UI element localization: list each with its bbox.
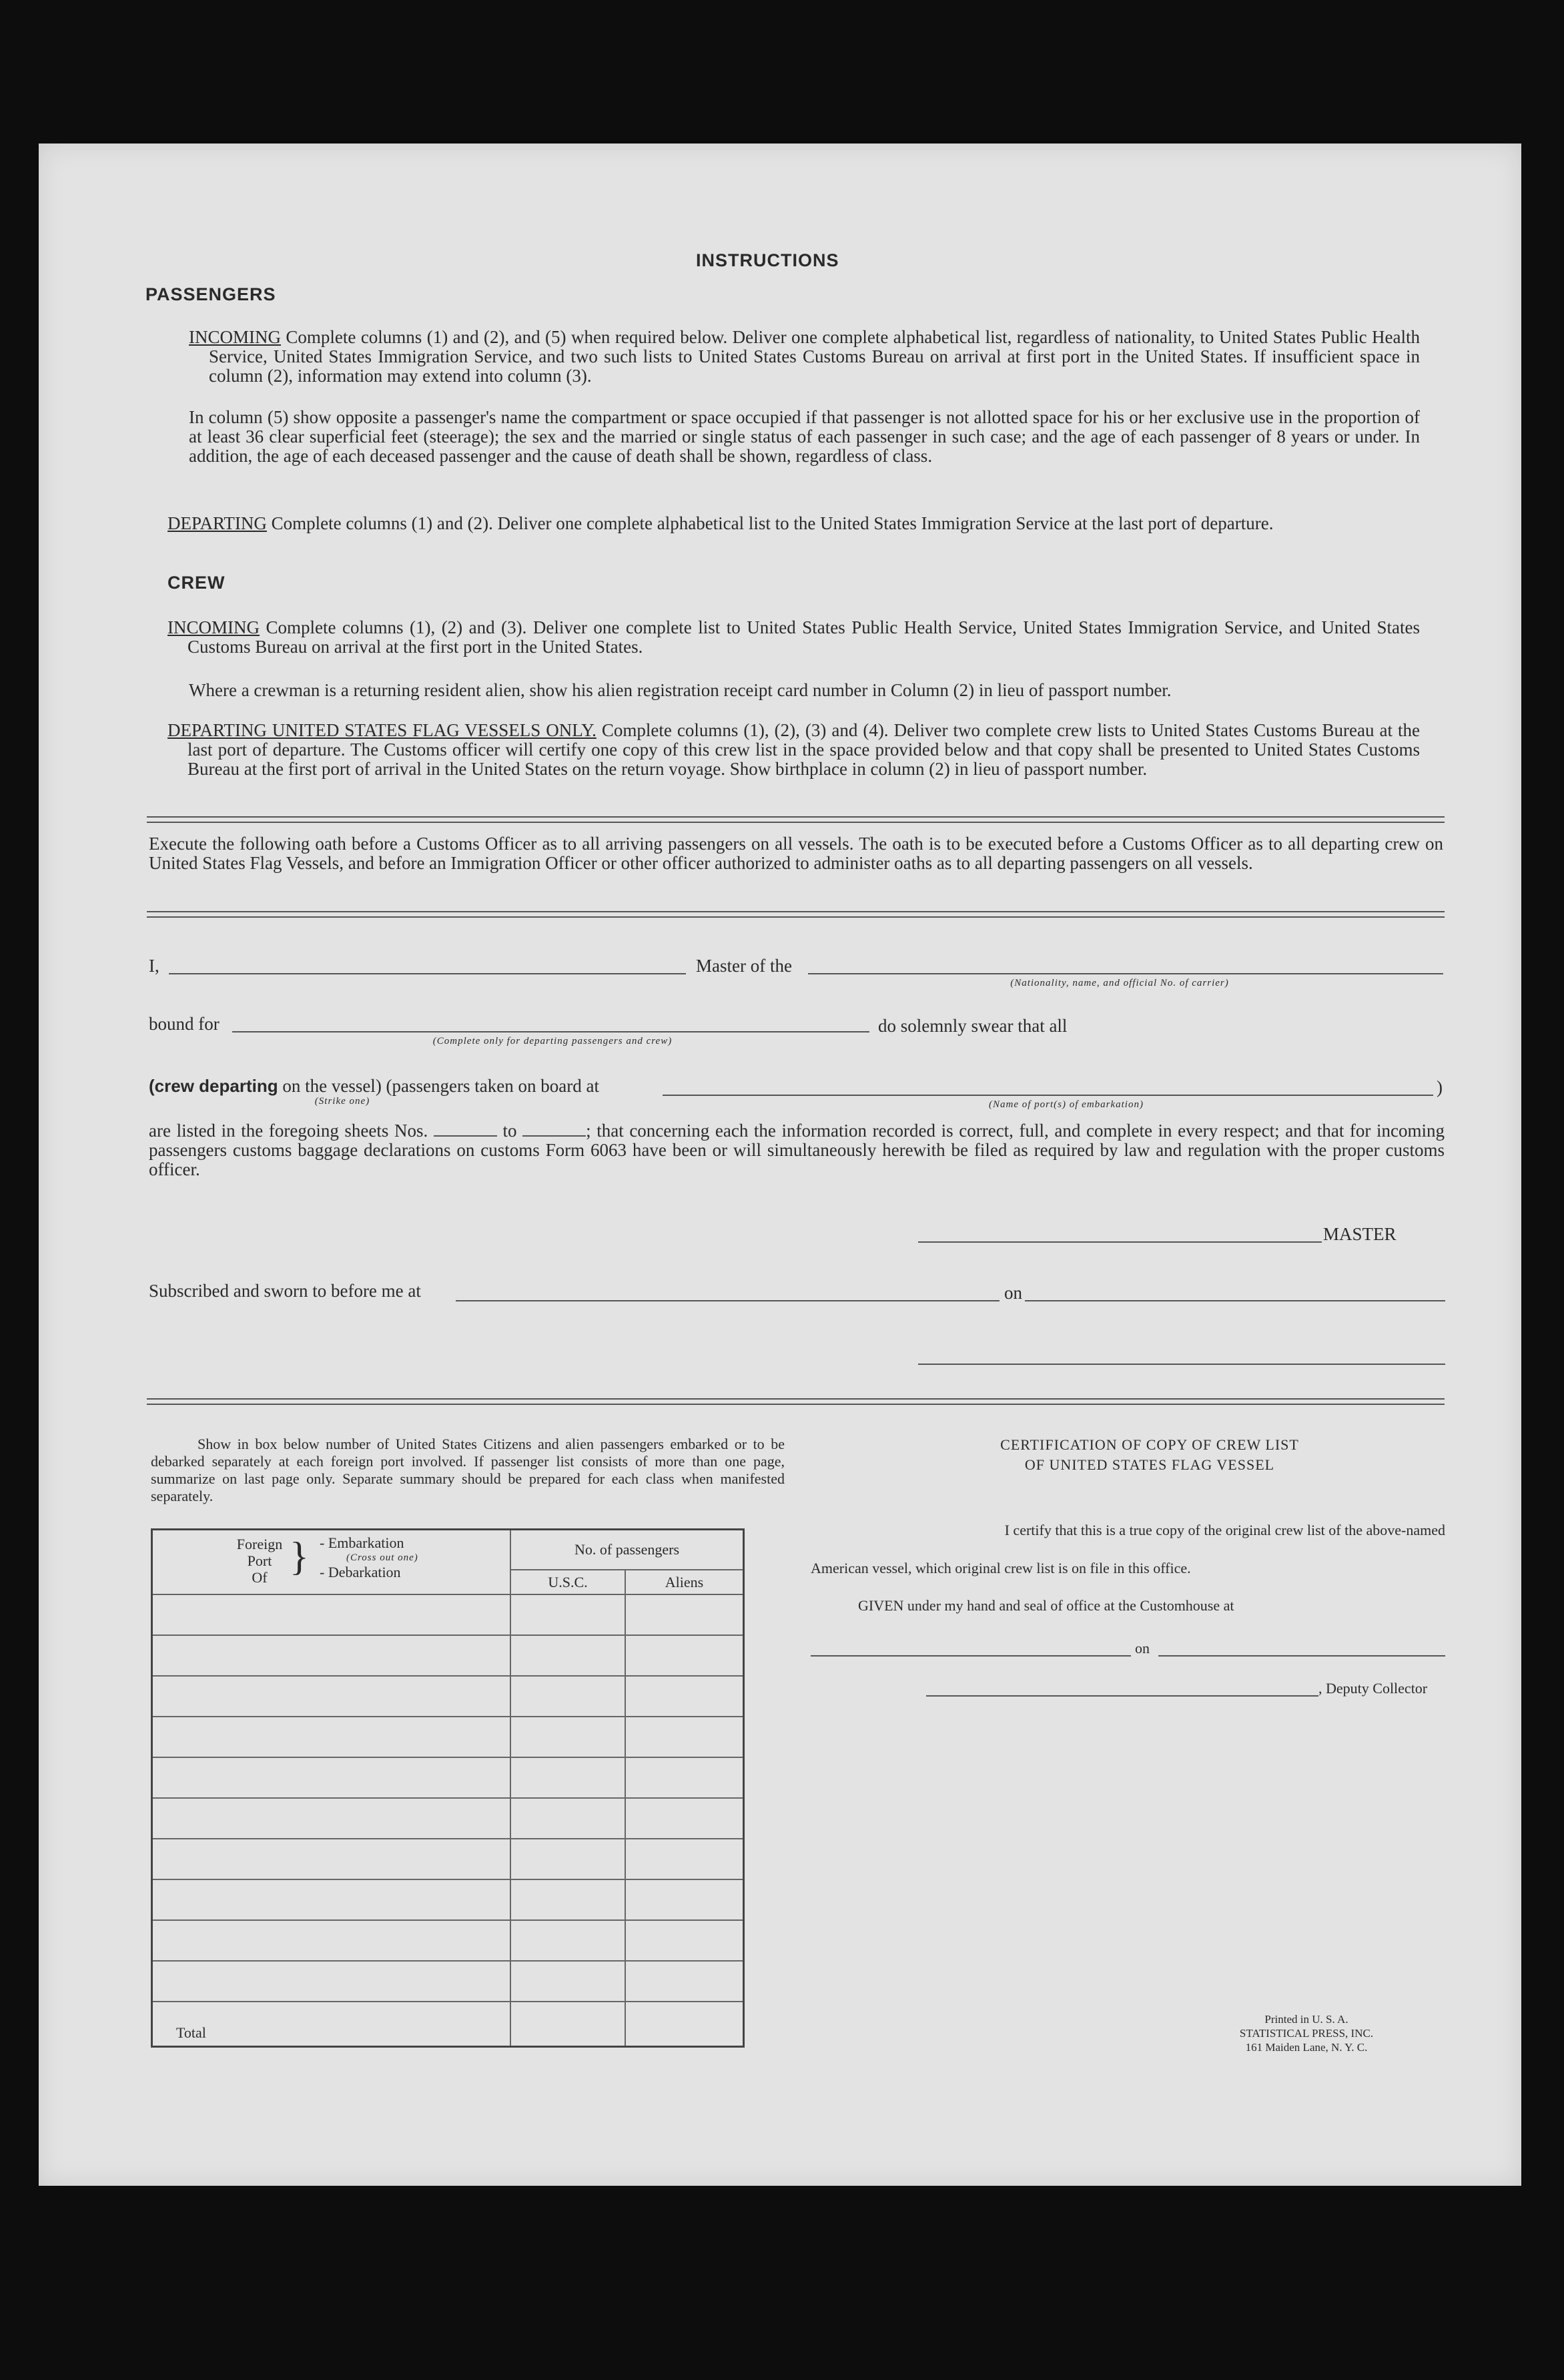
officer-signature-line[interactable] (918, 1364, 1445, 1365)
aliens-cell[interactable] (625, 1839, 744, 1879)
table-row (152, 1757, 744, 1798)
printer-line3: 161 Maiden Lane, N. Y. C. (1245, 2041, 1368, 2054)
certification-date-line[interactable] (1158, 1655, 1445, 1657)
aliens-cell[interactable] (625, 1594, 744, 1635)
master-of-the-label: Master of the (696, 956, 792, 976)
certify-line-a: I certify that this is a true copy of the original crew list of the above-named (1004, 1522, 1445, 1538)
crew-heading: CREW (167, 573, 226, 593)
certify-line-b: American vessel, which original crew list is on file in this office. (811, 1560, 1191, 1576)
usc-cell[interactable] (510, 1879, 625, 1920)
oath-listed-paragraph (149, 1121, 1445, 1179)
on-the-vessel-text: on the vessel) (passengers taken on board at (282, 1076, 599, 1096)
foreign-label: Foreign (236, 1536, 283, 1552)
oath-instruction: Execute the following oath before a Customs Officer as to all arriving passengers on all vessels. The oath is to be executed before a Customs Officer as to all departing crew on United States Flag Vessels, and before an Immigration Officer or other officer authorized to administer oaths as to all departing passengers on all vessels. (149, 834, 1443, 873)
certification-on-label: on (1135, 1640, 1150, 1657)
deputy-signature-line[interactable] (926, 1695, 1318, 1697)
aliens-header: Aliens (625, 1570, 744, 1594)
usc-cell[interactable] (510, 1757, 625, 1798)
aliens-cell[interactable] (625, 1635, 744, 1676)
crew-departing-label: DEPARTING UNITED STATES FLAG VESSELS ONLY. (167, 720, 597, 740)
certification-heading (883, 1435, 1417, 1475)
aliens-cell[interactable] (625, 1961, 744, 2002)
divider (147, 816, 1445, 823)
crew-departing-paragraph (167, 721, 1420, 779)
aliens-cell[interactable] (625, 1920, 744, 1961)
close-paren: ) (1437, 1077, 1443, 1097)
crew-incoming-label: INCOMING (167, 617, 260, 637)
aliens-cell[interactable] (625, 1879, 744, 1920)
passengers-departing-paragraph (167, 514, 1420, 533)
certification-heading-line1: CERTIFICATION OF COPY OF CREW LIST (1000, 1436, 1299, 1453)
total-label: Total (152, 2002, 511, 2047)
port-label: Port (247, 1552, 272, 1569)
usc-cell[interactable] (510, 1961, 625, 2002)
usc-cell[interactable] (510, 1717, 625, 1757)
carrier-line[interactable] (808, 973, 1443, 974)
port-cell[interactable] (152, 1961, 511, 2002)
aliens-total-cell[interactable] (625, 2002, 744, 2047)
passengers-incoming-label: INCOMING (189, 327, 281, 347)
subscribed-label: Subscribed and sworn to before me at (149, 1281, 421, 1301)
table-row (152, 1839, 744, 1879)
table-row (152, 1879, 744, 1920)
sworn-at-line[interactable] (456, 1300, 1000, 1301)
subscribed-on-label: on (1004, 1283, 1022, 1303)
port-cell[interactable] (152, 1879, 511, 1920)
passenger-summary-table (151, 1528, 745, 2048)
sheet-from-line[interactable] (434, 1126, 497, 1137)
form-sheet (39, 143, 1521, 2186)
master-label: MASTER (1323, 1224, 1397, 1244)
table-row (152, 1635, 744, 1676)
deputy-collector-label: , Deputy Collector (1318, 1680, 1428, 1697)
to-label: to (502, 1121, 517, 1141)
embarkation-port-line[interactable] (663, 1095, 1433, 1096)
strike-caption: (Strike one) (314, 1096, 370, 1107)
port-cell[interactable] (152, 1717, 511, 1757)
usc-cell[interactable] (510, 1594, 625, 1635)
port-cell[interactable] (152, 1920, 511, 1961)
passengers-incoming-paragraph (189, 328, 1420, 386)
divider (147, 1398, 1445, 1405)
customhouse-line[interactable] (811, 1655, 1131, 1657)
embarkation-option[interactable]: - Embarkation (320, 1534, 404, 1551)
table-row (152, 1594, 744, 1635)
usc-cell[interactable] (510, 1839, 625, 1879)
port-cell[interactable] (152, 1798, 511, 1839)
summary-instruction: Show in box below number of United States Citizens and alien passengers embarked or to be debarked separately at each foreign port involved. If passenger list consists of more than one page, summarize on last page only. Separate summary should be prepared for each class when manifested separately. (151, 1436, 785, 1504)
listed-text-b: ; that concerning each the information recorded is correct, full, and complete in every respect; and that for incoming passengers customs baggage declarations on customs Form 6063 have been or will simultaneously herewith be filed as required by law and regulation with the proper customs officer. (149, 1121, 1445, 1179)
bound-for-label: bound for (149, 1014, 220, 1034)
passengers-column5-paragraph: In column (5) show opposite a passenger's name the compartment or space occupied if that passenger is not allotted space for his or her exclusive use in the proportion of at least 36 clear superficial feet (steerage); the sex and the married or single status of each passenger in such case; and the age of each passenger of 8 years or under. In addition, the age of each deceased passenger and the cause of death shall be shown, regardless of class. (189, 407, 1420, 466)
passengers-incoming-text: Complete columns (1) and (2), and (5) when required below. Deliver one complete alphabetical list, regardless of nationality, to United States Public Health Service, United States Immigration Service, and two such lists to United States Customs Bureau on arrival at first port in the United States. If insufficient space in column (2), information may extend into column (3). (209, 327, 1421, 386)
given-line: GIVEN under my hand and seal of office at the Customhouse at (858, 1597, 1234, 1614)
usc-cell[interactable] (510, 1676, 625, 1717)
table-row (152, 1920, 744, 1961)
aliens-cell[interactable] (625, 1798, 744, 1839)
crew-incoming-paragraph (167, 618, 1420, 657)
divider (147, 911, 1445, 918)
port-cell[interactable] (152, 1757, 511, 1798)
no-of-passengers-header: No. of passengers (510, 1530, 744, 1570)
total-row (152, 2002, 744, 2047)
passengers-departing-text: Complete columns (1) and (2). Deliver one complete alphabetical list to the United States Immigration Service at the last port of departure. (271, 513, 1274, 533)
crew-resident-paragraph: Where a crewman is a returning resident alien, show his alien registration receipt card number in Column (2) in lieu of passport number. (189, 680, 1172, 700)
of-label: Of (252, 1569, 268, 1586)
usc-cell[interactable] (510, 1798, 625, 1839)
port-cell[interactable] (152, 1839, 511, 1879)
usc-cell[interactable] (510, 1920, 625, 1961)
aliens-cell[interactable] (625, 1717, 744, 1757)
sworn-date-line[interactable] (1025, 1300, 1445, 1301)
usc-total-cell[interactable] (510, 2002, 625, 2047)
master-signature-line[interactable] (918, 1241, 1322, 1243)
carrier-caption: (Nationality, name, and official No. of carrier) (1010, 978, 1229, 988)
master-name-line[interactable] (169, 973, 686, 974)
crew-incoming-text: Complete columns (1), (2) and (3). Deliver one complete list to United States Public Health Service, United States Immigration Service, and United States Customs Bureau on arrival at the first port in the United States. (187, 617, 1421, 657)
port-cell[interactable] (152, 1635, 511, 1676)
crew-departing-option: (crew departing (149, 1076, 278, 1096)
swear-text: do solemnly swear that all (878, 1016, 1068, 1036)
usc-cell[interactable] (510, 1635, 625, 1676)
table-row (152, 1676, 744, 1717)
table-row (152, 1798, 744, 1839)
port-caption: (Name of port(s) of embarkation) (989, 1099, 1144, 1110)
certification-heading-line2: OF UNITED STATES FLAG VESSEL (1024, 1456, 1275, 1473)
oath-i-label: I, (149, 956, 159, 976)
passengers-heading: PASSENGERS (145, 284, 276, 304)
sheet-to-line[interactable] (522, 1126, 586, 1137)
debarkation-option[interactable]: - Debarkation (320, 1564, 401, 1580)
printer-imprint (1200, 2012, 1413, 2054)
oath-crew-line (149, 1077, 599, 1096)
foreign-port-header: Foreign Port Of } - Embarkation (Cross out one) - Debarkation (152, 1530, 511, 1595)
table-row (152, 1717, 744, 1757)
port-cell[interactable] (152, 1594, 511, 1635)
port-cell[interactable] (152, 1676, 511, 1717)
aliens-cell[interactable] (625, 1676, 744, 1717)
usc-header: U.S.C. (510, 1570, 625, 1594)
aliens-cell[interactable] (625, 1757, 744, 1798)
cross-out-caption: (Cross out one) (346, 1552, 418, 1563)
crew-departing-text: Complete columns (1), (2), (3) and (4). Deliver two complete crew lists to United States Customs Bureau at the last port of departure. The Customs officer will certify one copy of this crew list in the space provided below and that copy shall be presented to United States Customs Bureau at the first port of arrival in the United States on the return voyage. Show birthplace in column (2) in lieu of passport number. (187, 720, 1420, 779)
printer-line2: STATISTICAL PRESS, INC. (1239, 2027, 1374, 2040)
listed-text-a: are listed in the foregoing sheets Nos. (149, 1121, 428, 1141)
bound-for-caption: (Complete only for departing passengers and crew) (432, 1036, 673, 1047)
printer-line1: Printed in U. S. A. (1264, 2013, 1348, 2026)
bound-for-line[interactable] (232, 1031, 869, 1032)
passengers-departing-label: DEPARTING (167, 513, 267, 533)
table-row (152, 1961, 744, 2002)
page-title: INSTRUCTIONS (696, 250, 839, 270)
